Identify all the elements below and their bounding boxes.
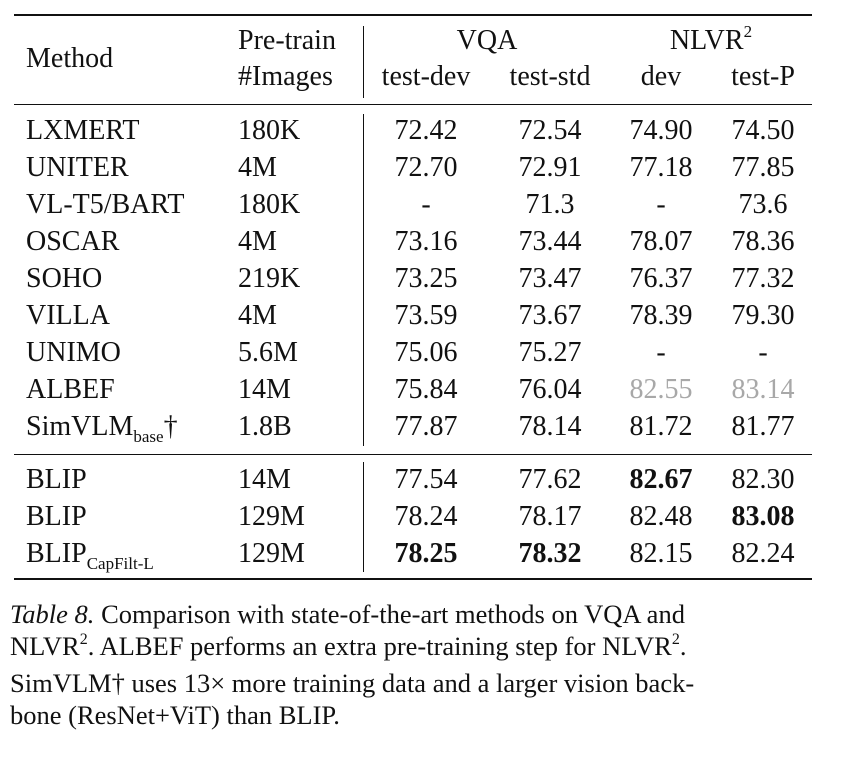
method-name: BLIP xyxy=(26,501,87,532)
method-cell xyxy=(26,189,185,221)
caption-text-2b: . ALBEF performs an extra pre-training step for NLVR xyxy=(87,631,672,661)
header-images: #Images xyxy=(238,61,333,92)
dev-cell: 78.39 xyxy=(629,300,693,331)
test-std-cell: 78.32 xyxy=(518,538,582,569)
test-dev-cell: 73.16 xyxy=(394,226,458,257)
dev-cell: 82.55 xyxy=(629,374,693,405)
test-dev-cell: 78.25 xyxy=(394,538,458,569)
header-nlvr xyxy=(669,22,753,57)
caption-line-1 xyxy=(10,598,830,630)
method-cell xyxy=(26,226,119,258)
test-std-cell: 78.14 xyxy=(518,411,582,442)
method-name: BLIP xyxy=(26,464,87,495)
method-cell xyxy=(26,411,178,446)
table-top-rule xyxy=(14,14,812,16)
test-dev-cell: 77.87 xyxy=(394,411,458,442)
test-p-cell: 79.30 xyxy=(731,300,795,331)
method-cell xyxy=(26,501,87,533)
images-cell: 180K xyxy=(238,115,301,146)
test-p-cell: 77.32 xyxy=(731,263,795,294)
test-std-cell: 72.54 xyxy=(518,115,582,146)
header-test-p: test-P xyxy=(731,61,795,92)
table-header-rule xyxy=(14,104,812,105)
test-std-cell: 76.04 xyxy=(518,374,582,405)
header-vqa: VQA xyxy=(456,25,518,56)
column-separator xyxy=(363,114,364,446)
dev-cell: 78.07 xyxy=(629,226,693,257)
test-dev-cell: 75.06 xyxy=(394,337,458,368)
test-dev-cell: - xyxy=(421,189,431,220)
test-p-cell: 73.6 xyxy=(738,189,788,220)
method-name: VILLA xyxy=(26,300,110,331)
caption-text-1: Comparison with state-of-the-art methods on VQA and xyxy=(101,599,685,629)
method-cell xyxy=(26,300,110,332)
caption-label: Table 8. xyxy=(10,599,95,629)
method-cell xyxy=(26,263,102,295)
test-std-cell: 73.67 xyxy=(518,300,582,331)
caption-text-2a: NLVR xyxy=(10,631,80,661)
test-p-cell: 83.14 xyxy=(731,374,795,405)
method-name: ALBEF xyxy=(26,374,115,405)
method-name: UNITER xyxy=(26,152,129,183)
test-p-cell: 81.77 xyxy=(731,411,795,442)
header-nlvr-sup: 2 xyxy=(743,22,753,41)
test-std-cell: 71.3 xyxy=(525,189,575,220)
images-cell: 129M xyxy=(238,501,305,532)
test-p-cell: 83.08 xyxy=(731,501,795,532)
images-cell: 180K xyxy=(238,189,301,220)
dev-cell: 76.37 xyxy=(629,263,693,294)
caption-line-3: SimVLM† uses 13× more training data and a larger vision back- xyxy=(10,668,695,698)
method-subscript: CapFilt-L xyxy=(86,554,154,573)
method-mark: † xyxy=(163,411,178,442)
images-cell: 14M xyxy=(238,374,291,405)
dev-cell: 82.67 xyxy=(629,464,693,495)
header-test-std: test-std xyxy=(509,61,591,92)
method-name: VL-T5/BART xyxy=(26,189,185,220)
images-cell: 129M xyxy=(238,538,305,569)
dev-cell: 77.18 xyxy=(629,152,693,183)
images-cell: 4M xyxy=(238,300,277,331)
images-cell: 219K xyxy=(238,263,301,294)
test-std-cell: 72.91 xyxy=(518,152,582,183)
images-cell: 4M xyxy=(238,152,277,183)
method-name: SimVLM xyxy=(26,411,134,442)
dev-cell: 82.48 xyxy=(629,501,693,532)
test-std-cell: 78.17 xyxy=(518,501,582,532)
test-dev-cell: 75.84 xyxy=(394,374,458,405)
test-std-cell: 75.27 xyxy=(518,337,582,368)
dev-cell: - xyxy=(656,189,666,220)
caption-sup-1: 2 xyxy=(79,631,88,648)
method-name: LXMERT xyxy=(26,115,140,146)
dev-cell: 81.72 xyxy=(629,411,693,442)
dev-cell: 82.15 xyxy=(629,538,693,569)
images-cell: 4M xyxy=(238,226,277,257)
header-method: Method xyxy=(26,43,114,74)
header-nlvr-label: NLVR xyxy=(669,25,744,56)
caption-line-4: bone (ResNet+ViT) than BLIP. xyxy=(10,700,340,730)
method-cell xyxy=(26,464,87,496)
images-cell: 1.8B xyxy=(238,411,292,442)
header-dev: dev xyxy=(640,61,682,92)
test-std-cell: 73.44 xyxy=(518,226,582,257)
caption-text-2c: . xyxy=(679,631,687,661)
method-cell xyxy=(26,115,139,147)
images-cell: 14M xyxy=(238,464,291,495)
test-std-cell: 77.62 xyxy=(518,464,582,495)
method-cell xyxy=(26,538,154,573)
table-group-rule xyxy=(14,454,812,455)
test-dev-cell: 78.24 xyxy=(394,501,458,532)
method-cell xyxy=(26,152,129,184)
caption-sup-2: 2 xyxy=(671,631,680,648)
test-p-cell: 82.24 xyxy=(731,538,795,569)
dev-cell: 74.90 xyxy=(629,115,693,146)
column-separator xyxy=(363,26,364,98)
test-dev-cell: 77.54 xyxy=(394,464,458,495)
method-name: OSCAR xyxy=(26,226,120,257)
method-cell xyxy=(26,337,121,369)
test-dev-cell: 72.70 xyxy=(394,152,458,183)
test-p-cell: 77.85 xyxy=(731,152,795,183)
table-bottom-rule xyxy=(14,578,812,580)
header-test-dev: test-dev xyxy=(381,61,471,92)
method-cell xyxy=(26,374,115,406)
table-caption xyxy=(10,598,830,731)
method-subscript: base xyxy=(133,427,164,446)
header-pretrain: Pre-train xyxy=(238,25,336,56)
column-separator xyxy=(363,462,364,572)
test-dev-cell: 73.59 xyxy=(394,300,458,331)
test-p-cell: 78.36 xyxy=(731,226,795,257)
test-dev-cell: 72.42 xyxy=(394,115,458,146)
test-dev-cell: 73.25 xyxy=(394,263,458,294)
caption-line-2 xyxy=(10,630,830,667)
test-p-cell: 74.50 xyxy=(731,115,795,146)
method-name: UNIMO xyxy=(26,337,121,368)
dev-cell: - xyxy=(656,337,666,368)
method-name: SOHO xyxy=(26,263,103,294)
test-p-cell: - xyxy=(758,337,768,368)
images-cell: 5.6M xyxy=(238,337,298,368)
test-p-cell: 82.30 xyxy=(731,464,795,495)
test-std-cell: 73.47 xyxy=(518,263,582,294)
method-name: BLIP xyxy=(26,538,87,569)
